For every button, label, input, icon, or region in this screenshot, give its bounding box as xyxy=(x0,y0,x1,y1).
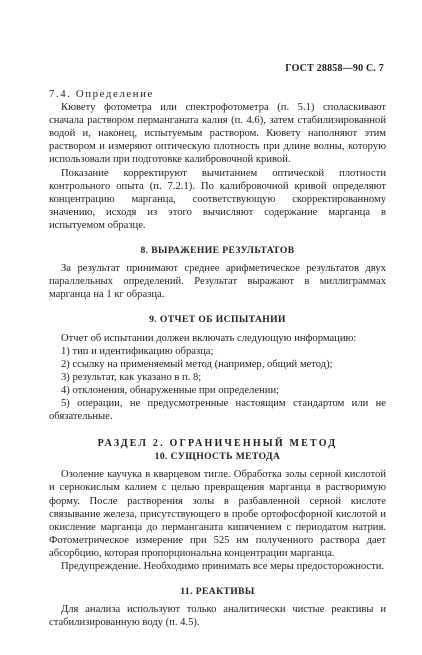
paragraph-report-intro: Отчет об испытании должен включать следующую информацию: xyxy=(61,332,357,344)
subsection-heading: 7.4. Определение xyxy=(49,88,154,100)
paragraph-warning: Предупреждение. Необходимо принимать все меры предосторожности. xyxy=(61,561,385,572)
paragraph-results: За результат принимают среднее арифметическое результатов двух параллельных определений. Результат выражают в миллиграммах марганца на 1 кг образца. xyxy=(49,263,386,301)
list-item: 5) операции, не предусмотренные настоящим стандартом или не обязательные. xyxy=(49,397,386,423)
document-body xyxy=(49,88,386,629)
paragraph-determination: Кювету фотометра или спектрофотометра (п. 5.1) споласкивают сначала раствором перманганата калия (п. 4.6), затем стабилизированной водой и, наконец, испытуемым раствором. Кювету наполняют этим раствором и измеряют оптическую плотность при длине волны, которую использовали при подготовке калибровочной кривой. xyxy=(49,102,386,166)
part-title: РАЗДЕЛ 2. ОГРАНИЧЕННЫЙ МЕТОД xyxy=(97,438,338,450)
list-item: 4) отклонения, обнаруженные при определении; xyxy=(61,384,280,396)
section-title-results: 8. ВЫРАЖЕНИЕ РЕЗУЛЬТАТОВ xyxy=(140,245,295,257)
page-header: ГОСТ 28858—90 С. 7 xyxy=(285,63,384,74)
section-title-report: 9. ОТЧЕТ ОБ ИСПЫТАНИИ xyxy=(149,314,286,326)
paragraph-correction: Показание корректируют вычитанием оптической плотности контрольного опыта (п. 7.2.1). По калибровочной кривой определяют концентрацию марганца, соответствующую скорректированному значению, исходя из этого вычисляют содержание марганца в испытуемом образце. xyxy=(49,167,386,231)
section-title-reagents: 11. РЕАКТИВЫ xyxy=(180,586,255,598)
section-title-method-essence: 10. СУЩНОСТЬ МЕТОДА xyxy=(154,451,281,463)
list-item: 3) результат, как указано в п. 8; xyxy=(61,371,202,383)
list-item: 2) ссылку на применяемый метод (например, общий метод); xyxy=(61,358,333,370)
list-item: 1) тип и идентификацию образца; xyxy=(61,345,214,357)
paragraph-method: Озоление каучука в кварцевом тигле. Обработка золы серной кислотой и сернокислым калием с целью превращения марганца в растворимую форму. После растворения золы в разбавленной серной кислоте связывание железа, присутствующего в пробе ортофосфорной кислотой и окисление марганца до перманганата кипячением с периодатом натрия. Фотометрическое измерение при 525 нм полученного раствора дает абсорбцию, которая пропорциональна концентрации марганца. xyxy=(49,469,386,559)
paragraph-reagents: Для анализа используют только аналитически чистые реактивы и стабилизированную воду (п. 4.5). xyxy=(49,604,386,629)
